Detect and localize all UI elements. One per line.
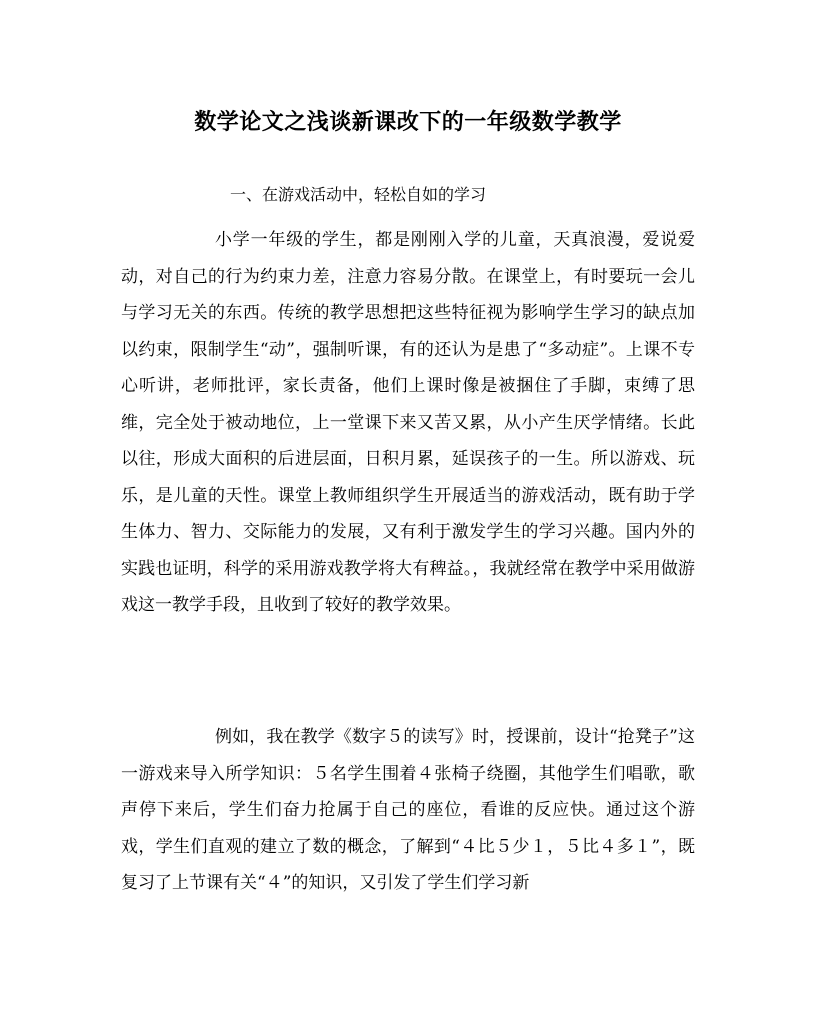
document-title: 数学论文之浅谈新课改下的一年级数学教学 bbox=[194, 110, 622, 135]
section-heading: 一、在游戏活动中，轻松自如的学习 bbox=[230, 185, 487, 204]
body-paragraph: 例如，我在教学《数字５的读写》时，授课前，设计“抢凳子”这一游戏来导入所学知识：５名学生围着４张椅子绕圈，其他学生们唱歌，歌声停下来后，学生们奋力抢属于自己的座位，看谁的反应快。通过这个游戏，学生们直观的建立了数的概念，了解到“４比５少１，５比４多１”，既复习了上节课有关“４”的知识，又引发了学生们学习新 bbox=[121, 727, 695, 893]
body-paragraph: 小学一年级的学生，都是刚刚入学的儿童，天真浪漫，爱说爱动，对自己的行为约束力差，注意力容易分散。在课堂上，有时要玩一会儿与学习无关的东西。传统的教学思想把这些特征视为影响学生学习的缺点加以约束，限制学生“动”，强制听课，有的还认为是患了“多动症”。上课不专心听讲，老师批评，家长责备，他们上课时像是被捆住了手脚，束缚了思维，完全处于被动地位，上一堂课下来又苦又累，从小产生厌学情绪。长此以往，形成大面积的后进层面，日积月累，延误孩子的一生。所以游戏、玩乐，是儿童的天性。课堂上教师组织学生开展适当的游戏活动，既有助于学生体力、智力、交际能力的发展，又有利于激发学生的学习兴趣。国内外的实践也证明，科学的采用游戏教学将大有稗益。，我就经常在教学中采用做游戏这一教学手段，且收到了较好的教学效果。 bbox=[121, 230, 695, 615]
